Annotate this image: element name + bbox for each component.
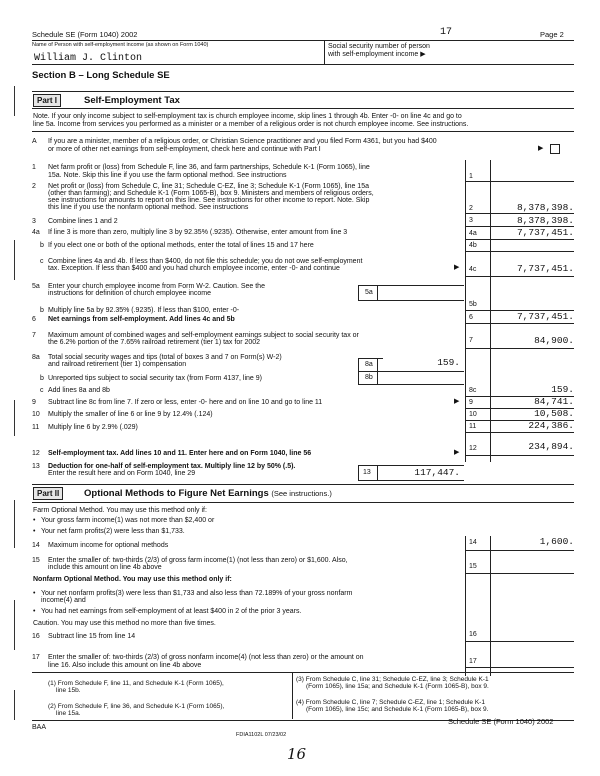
line-4b-number: b (40, 242, 44, 249)
field-divider (377, 285, 378, 300)
ssn-label-1: Social security number of person (328, 43, 430, 50)
bullet-icon: • (33, 590, 36, 597)
part1-title: Self-Employment Tax (84, 95, 180, 106)
line-7-text-b: the 6.2% portion of the 7.65% railroad retirement (tier 1) tax for 2002 (48, 339, 261, 346)
box-8c: 8c (469, 387, 477, 394)
footer-form-ref: Schedule SE (Form 1040) 2002 (448, 717, 554, 726)
nonfarm-bullet-1b: income(4) and (41, 597, 86, 604)
line-2-number: 2 (32, 183, 36, 190)
box-14: 14 (469, 539, 477, 546)
row-rule (465, 432, 574, 433)
part1-note-2: line 5a. Income from services you performed as a minister or a member of a religious order is not church employee income. See instructions. (33, 121, 469, 128)
page-number: 17 (440, 27, 453, 38)
line-8c-amount: 159. (551, 384, 574, 395)
line-4c-amount: 7,737,451. (516, 263, 574, 274)
line-5a-text-a: Enter your church employee income from Form W-2. Caution. See the (48, 283, 265, 290)
note-rule (32, 131, 574, 132)
line-4a-number: 4a (32, 229, 40, 236)
part2-label: Part II (33, 487, 63, 500)
nonfarm-bullet-1a: Your net nonfarm profits(3) were less than $1,733 and also less than 72.189% of your gross nonfarm (41, 590, 353, 597)
line-6-amount: 7,737,451. (516, 311, 574, 322)
arrow-icon: ▶ (454, 398, 460, 405)
bullet-icon: • (33, 608, 36, 615)
line-17-text-b: line 16. Also include this amount on line 4b above (48, 662, 202, 669)
part1-top-rule (32, 91, 574, 92)
box-16: 16 (469, 631, 477, 638)
part2-title-rule (32, 502, 574, 503)
header-divider (324, 40, 325, 64)
row-rule (465, 323, 574, 324)
line-11-text: Multiply line 6 by 2.9% (.029) (48, 424, 138, 431)
line-4c-text-a: Combine lines 4a and 4b. If less than $400, do not file this schedule; you do not owe self-employment (48, 258, 363, 265)
line-7-number: 7 (32, 332, 36, 339)
part2-top-rule (32, 484, 574, 485)
box-3: 3 (469, 217, 473, 224)
footnote-4a: (4) From Schedule C, line 7; Schedule C-EZ, line 1; Schedule K-1 (296, 699, 485, 706)
box-7: 7 (469, 337, 473, 344)
line-17-number: 17 (32, 654, 40, 661)
line-11-amount: 224,386. (528, 420, 574, 431)
line-12-amount: 234,894. (528, 441, 574, 452)
nonfarm-heading: Nonfarm Optional Method. You may use this method only if: (33, 576, 232, 583)
line-12-number: 12 (32, 450, 40, 457)
margin-mark (14, 240, 15, 280)
box-17: 17 (469, 658, 477, 665)
margin-mark (14, 690, 15, 720)
part2-title-text: Optional Methods to Figure Net Earnings (84, 488, 269, 499)
row-rule (358, 384, 464, 385)
line-5b-text: Multiply line 5a by 92.35% (.9235). If less than $100, enter -0- (48, 307, 240, 314)
margin-mark (14, 86, 15, 116)
row-rule (465, 251, 574, 252)
line-12-text: Self-employment tax. Add lines 10 and 11. Enter here and on Form 1040, line 56 (48, 450, 312, 457)
box-13: 13 (358, 465, 381, 481)
arrow-icon: ▶ (454, 449, 460, 456)
footnote-3a: (3) From Schedule C, line 31; Schedule C-EZ, line 3; Schedule K-1 (296, 676, 489, 683)
line-a-text-2: or more of other net earnings from self-employment, check here and continue with Part I (48, 146, 321, 153)
line-10-text: Multiply the smaller of line 6 or line 9 by 12.4% (.124) (48, 411, 213, 418)
line-14-number: 14 (32, 542, 40, 549)
part2-right-col-divider (465, 536, 466, 676)
bullet-icon: • (33, 528, 36, 535)
farm-bullet-2: Your net farm profits(2) were less than $1,733. (41, 528, 185, 535)
part2-title-suffix: (See instructions.) (271, 489, 332, 498)
baa-label: BAA (32, 724, 47, 731)
part1-note-1: Note. If your only income subject to self-employment tax is church employee income, skip lines 1 through 4b. Enter -0- on line 4c and go to (33, 113, 462, 120)
line-2-text-b: (other than farming); and Schedule K-1 (Form 1065-B), box 9. Ministers and members of religious orders, (48, 190, 374, 197)
footnote-3b: (Form 1065), line 15a; and Schedule K-1 (Form 1065-B), box 9. (306, 683, 489, 690)
line-4a-amount: 7,737,451. (516, 227, 574, 238)
page-label: Page 2 (540, 30, 564, 39)
form-title: Schedule SE (Form 1040) 2002 (32, 30, 138, 39)
line-10-number: 10 (32, 411, 40, 418)
line-9-amount: 84,741. (534, 396, 574, 407)
box-4b: 4b (469, 242, 477, 249)
box-5b: 5b (469, 301, 477, 308)
line-15-text-b: include this amount on line 4b above (48, 564, 162, 571)
line-7-text-a: Maximum amount of combined wages and self-employment earnings subject to social security tax or (48, 332, 359, 339)
line-2-text-d: this line if you use the nonfarm optional method. See instructions (48, 204, 249, 211)
line-9-text: Subtract line 8c from line 7. If zero or less, enter -0- here and on line 10 and go to line 11 (48, 399, 323, 406)
line-8a-number: 8a (32, 354, 40, 361)
row-rule (465, 667, 574, 668)
line-1-text-a: Net farm profit or (loss) from Schedule F, line 36, and farm partnerships, Schedule K-1 (Form 1065), line (48, 164, 370, 171)
line-8a-amount: 159. (437, 357, 460, 368)
box-11: 11 (469, 423, 477, 430)
line-5a-text-b: instructions for definition of church employee income (48, 290, 212, 297)
row-rule (465, 455, 574, 456)
arrow-icon: ▶ (454, 264, 460, 271)
line-a-letter: A (32, 138, 37, 145)
line-2-text-a: Net profit or (loss) from Schedule C, line 31; Schedule C-EZ, line 3; Schedule K-1 (Form 1065), line 15a (48, 183, 369, 190)
section-b-title: Section B – Long Schedule SE (32, 70, 170, 81)
margin-mark (14, 400, 15, 436)
line-4a-text: If line 3 is more than zero, multiply line 3 by 92.35% (.9235). Otherwise, enter amount from line 3 (48, 229, 348, 236)
line-13-text-a: Deduction for one-half of self-employment tax. Multiply line 12 by 50% (.5). (48, 463, 296, 470)
footer-code: FDIA1102L 07/23/02 (236, 732, 287, 738)
line-14-amount: 1,600. (539, 536, 574, 547)
box-12: 12 (469, 445, 477, 452)
line-4c-number: c (40, 258, 44, 265)
line-a-text-1: If you are a minister, member of a religious order, or Christian Science practitioner and you filed Form 4361, but you had $400 (48, 138, 437, 145)
line-9-number: 9 (32, 399, 36, 406)
line-2-text-c: see instructions for amounts to report on this line. See instructions for other income to report. Note. Skip (48, 197, 370, 204)
line-8a-text-b: and railroad retirement (tier 1) compensation (48, 361, 187, 368)
row-rule (465, 573, 574, 574)
line-13-amount: 117,447. (414, 467, 460, 478)
part2-title (84, 488, 332, 499)
ssn-label-2: with self-employment income ▶ (328, 51, 426, 58)
caution-text: Caution. You may use this method no more than five times. (33, 620, 216, 627)
line-1-number: 1 (32, 164, 36, 171)
line-7-amount: 84,900. (534, 335, 574, 346)
box-9: 9 (469, 399, 473, 406)
farm-bullet-1: Your gross farm income(1) was not more than $2,400 or (41, 517, 215, 524)
line-5a-amount-field (377, 285, 464, 301)
line-2-amount: 8,378,398. (516, 202, 574, 213)
line-15-number: 15 (32, 557, 40, 564)
footnote-rule (32, 672, 574, 673)
footnote-4b: (Form 1065), line 15c; and Schedule K-1 (Form 1065-B), box 9. (306, 706, 489, 713)
box-2: 2 (469, 205, 473, 212)
row-rule (465, 550, 574, 551)
line-8c-text: Add lines 8a and 8b (48, 387, 110, 394)
line-1-text-b: 15a. Note. Skip this line if you use the farm optional method. See instructions (48, 172, 287, 179)
farm-heading: Farm Optional Method. You may use this method only if: (33, 507, 207, 514)
box-6: 6 (469, 314, 473, 321)
footnote-divider (292, 673, 293, 719)
line-13-text-b: Enter the result here and on Form 1040, line 29 (48, 470, 196, 477)
line-11-number: 11 (32, 424, 40, 431)
footnote-2b: line 15a. (56, 710, 81, 717)
line-5b-number: b (40, 307, 44, 314)
row-rule (465, 641, 574, 642)
line-10-amount: 10,508. (534, 408, 574, 419)
line-13-number: 13 (32, 463, 40, 470)
header-bottom-rule (32, 64, 574, 65)
handwritten-page-number: 16 (287, 745, 307, 763)
line-3-text: Combine lines 1 and 2 (48, 218, 118, 225)
footnote-1a: (1) From Schedule F, line 11, and Schedule K-1 (Form 1065), (48, 680, 224, 687)
line-14-text: Maximum income for optional methods (48, 542, 169, 549)
part1-label: Part I (33, 94, 61, 107)
box-8a: 8a (358, 358, 383, 372)
line-15-text-a: Enter the smaller of: two-thirds (2/3) of gross farm income(1) (not less than zero) or $1,600. Also, (48, 557, 348, 564)
line-16-number: 16 (32, 633, 40, 640)
row-rule (465, 239, 574, 240)
line-17-text-a: Enter the smaller of: two-thirds (2/3) of gross nonfarm income(4) (not less than zero) or the amount on (48, 654, 364, 661)
line-3-amount: 8,378,398. (516, 215, 574, 226)
box-10: 10 (469, 411, 477, 418)
row-rule (465, 181, 574, 182)
part1-title-rule (32, 108, 574, 109)
line-16-text: Subtract line 15 from line 14 (48, 633, 136, 640)
line-3-number: 3 (32, 218, 36, 225)
footnote-2a: (2) From Schedule F, line 36, and Schedule K-1 (Form 1065), (48, 703, 225, 710)
minister-checkbox[interactable] (550, 144, 560, 154)
line-8b-number: b (40, 375, 44, 382)
row-rule (465, 276, 574, 277)
line-5a-number: 5a (32, 283, 40, 290)
line-6-number: 6 (32, 316, 36, 323)
margin-mark (14, 600, 15, 650)
taxpayer-name: William J. Clinton (34, 53, 143, 64)
box-4a: 4a (469, 230, 477, 237)
header-rule (32, 40, 574, 41)
part2-amount-col-divider (490, 536, 491, 676)
box-5a: 5a (358, 285, 383, 301)
arrow-icon: ▶ (538, 145, 544, 152)
nonfarm-bullet-2: You had net earnings from self-employment of at least $400 in 2 of the prior 3 years. (41, 608, 302, 615)
box-8b: 8b (358, 372, 383, 384)
line-6-text: Net earnings from self-employment. Add lines 4c and 5b (48, 316, 235, 323)
footnote-1b: line 15b. (56, 687, 81, 694)
row-rule (465, 213, 574, 214)
name-label: Name of Person with self-employment income (as shown on Form 1040) (32, 42, 209, 48)
line-8b-text: Unreported tips subject to social security tax (from Form 4137, line 9) (48, 375, 262, 382)
bullet-icon: • (33, 517, 36, 524)
margin-mark (14, 500, 15, 548)
box-15: 15 (469, 563, 477, 570)
line-4c-text-b: tax. Exception. If less than $400 and you had church employee income, enter -0- and continue (48, 265, 340, 272)
box-4c: 4c (469, 266, 477, 273)
line-8a-text-a: Total social security wages and tips (total of boxes 3 and 7 on Form(s) W-2) (48, 354, 282, 361)
line-8c-number: c (40, 387, 44, 394)
line-4b-text: If you elect one or both of the optional methods, enter the total of lines 15 and 17 here (48, 242, 314, 249)
row-rule (465, 348, 574, 349)
box-1: 1 (469, 173, 473, 180)
